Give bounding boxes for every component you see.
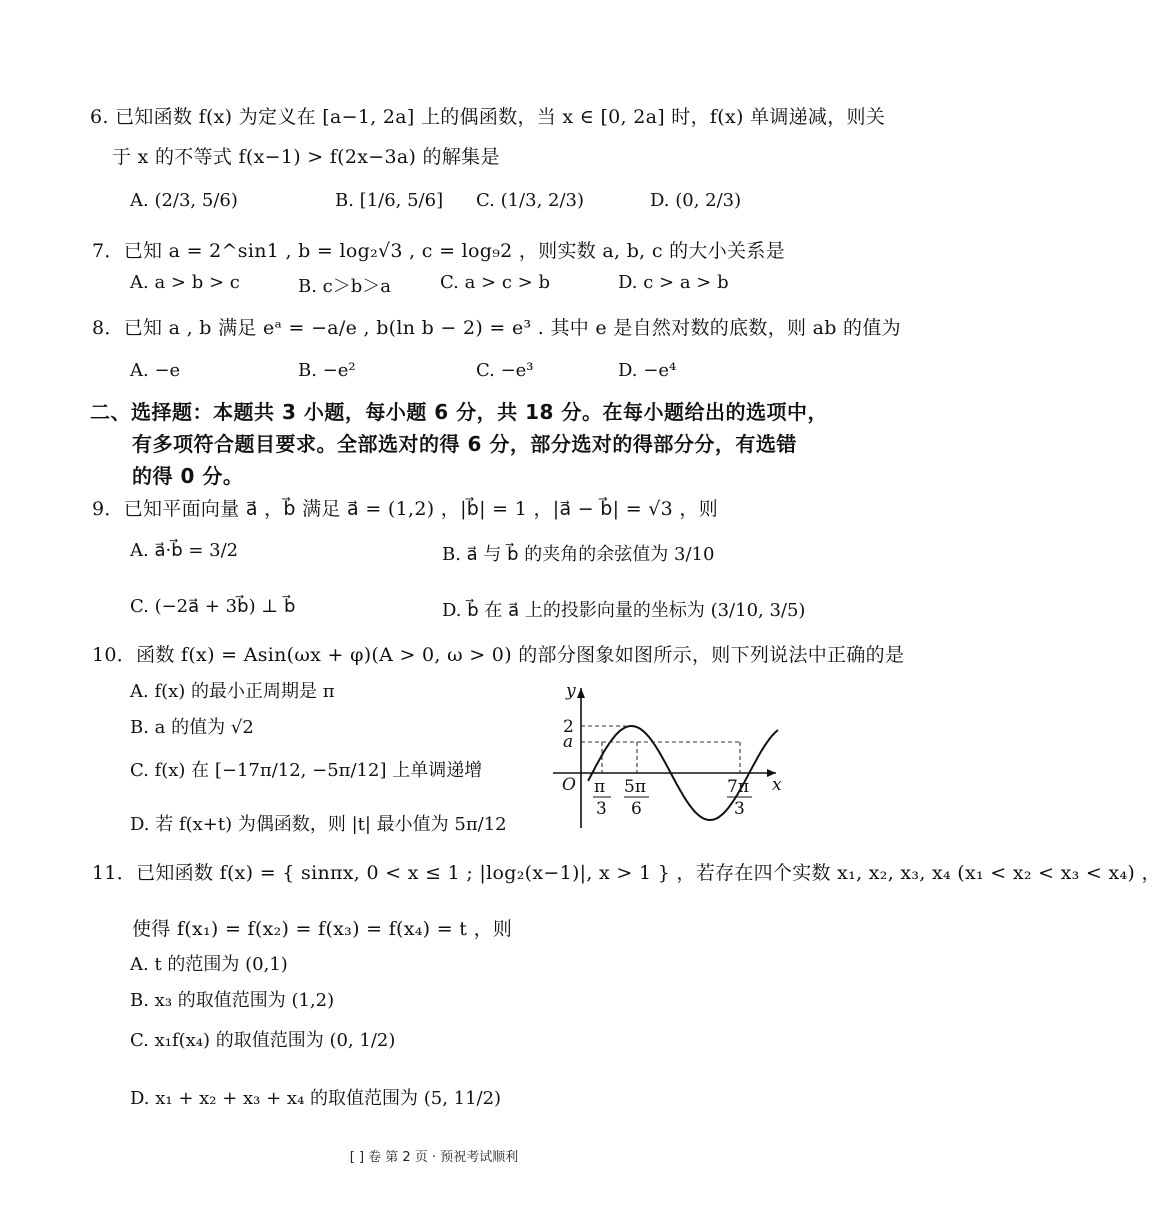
section2-heading-line3: 的得 0 分。: [132, 464, 244, 488]
q11-stem-line2: 使得 f(x₁) = f(x₂) = f(x₃) = f(x₄) = t ，则: [132, 918, 513, 940]
q11-option-a: A. t 的范围为 (0,1): [130, 954, 288, 975]
q6-option-d: D. (0, 2/3): [650, 190, 742, 211]
x-tick-5pi6-num: 5π: [624, 777, 646, 797]
page-footer: [ ] 卷 第 2 页 · 预祝考试顺利: [349, 1150, 519, 1165]
q10-sine-graph: [548, 680, 788, 830]
x-axis-label: x: [772, 775, 782, 795]
q8-option-a: A. −e: [130, 360, 181, 381]
q7-option-a: A. a > b > c: [130, 272, 240, 293]
x-tick-7pi3-num: 7π: [727, 777, 749, 797]
q10-option-b: B. a 的值为 √2: [130, 717, 254, 738]
q7-stem: 7．已知 a = 2^sin1 , b = log₂√3 , c = log₉2 ，则实数 a, b, c 的大小关系是: [92, 240, 785, 262]
section2-heading-line2: 有多项符合题目要求。全部选对的得 6 分，部分选对的得部分分，有选错: [132, 432, 797, 456]
q9-option-b: B. a⃗ 与 b⃗ 的夹角的余弦值为 3/10: [442, 544, 715, 565]
q6-stem-line1: 6. 已知函数 f(x) 为定义在 [a−1, 2a] 上的偶函数，当 x ∈ [0, 2a] 时，f(x) 单调递减，则关: [90, 106, 886, 128]
q10-option-a: A. f(x) 的最小正周期是 π: [130, 681, 335, 702]
y-tick-2: 2: [563, 717, 574, 737]
x-tick-5pi6-den: 6: [631, 799, 642, 819]
y-axis-arrow-icon: [577, 688, 585, 698]
x-tick-pi3-den: 3: [596, 799, 607, 819]
q9-option-a: A. a⃗·b⃗ = 3/2: [130, 540, 239, 561]
q8-option-b: B. −e²: [298, 360, 356, 381]
q7-option-d: D. c > a > b: [618, 272, 729, 293]
q11-option-d: D. x₁ + x₂ + x₃ + x₄ 的取值范围为 (5, 11/2): [130, 1088, 502, 1109]
q8-option-d: D. −e⁴: [618, 360, 677, 381]
origin-label: O: [562, 775, 576, 795]
q11-option-b: B. x₃ 的取值范围为 (1,2): [130, 990, 335, 1011]
q11-option-c: C. x₁f(x₄) 的取值范围为 (0, 1/2): [130, 1030, 396, 1051]
x-tick-pi3-num: π: [594, 777, 606, 797]
section2-heading-line1: 二、选择题：本题共 3 小题，每小题 6 分，共 18 分。在每小题给出的选项中，: [90, 400, 828, 424]
y-axis-label: y: [566, 681, 576, 701]
q11-stem-line1: 11．已知函数 f(x) = { sinπx, 0 < x ≤ 1 ; |log₂(x−1)|, x > 1 } ，若存在四个实数 x₁, x₂, x₃, x₄ (x₁ < x₂ < x₃ < x₄) ，: [92, 862, 1161, 884]
q8-option-c: C. −e³: [476, 360, 534, 381]
q7-option-c: C. a > c > b: [440, 272, 550, 293]
q10-option-d: D. 若 f(x+t) 为偶函数，则 |t| 最小值为 5π/12: [130, 814, 507, 835]
q6-option-c: C. (1/3, 2/3): [476, 190, 584, 211]
q6-stem-line2: 于 x 的不等式 f(x−1) > f(2x−3a) 的解集是: [112, 146, 500, 168]
q6-option-a: A. (2/3, 5/6): [130, 190, 238, 211]
y-tick-a: a: [563, 732, 574, 752]
q6-option-b: B. [1/6, 5/6]: [335, 190, 444, 211]
x-tick-7pi3-den: 3: [734, 799, 745, 819]
q9-stem: 9．已知平面向量 a⃗ ，b⃗ 满足 a⃗ = (1,2) ，|b⃗| = 1 ，|a⃗ − b⃗| = √3 ，则: [92, 498, 719, 520]
q9-option-c: C. (−2a⃗ + 3b⃗) ⊥ b⃗: [130, 596, 296, 617]
q8-stem: 8．已知 a , b 满足 eᵃ = −a/e , b(ln b − 2) = e³ . 其中 e 是自然对数的底数，则 ab 的值为: [92, 317, 901, 339]
q7-option-b: B. c＞b＞a: [298, 276, 392, 297]
q10-option-c: C. f(x) 在 [−17π/12, −5π/12] 上单调递增: [130, 760, 483, 781]
q10-stem: 10．函数 f(x) = Asin(ωx + φ)(A > 0, ω > 0) 的部分图象如图所示，则下列说法中正确的是: [92, 644, 905, 666]
q9-option-d: D. b⃗ 在 a⃗ 上的投影向量的坐标为 (3/10, 3/5): [442, 600, 806, 621]
